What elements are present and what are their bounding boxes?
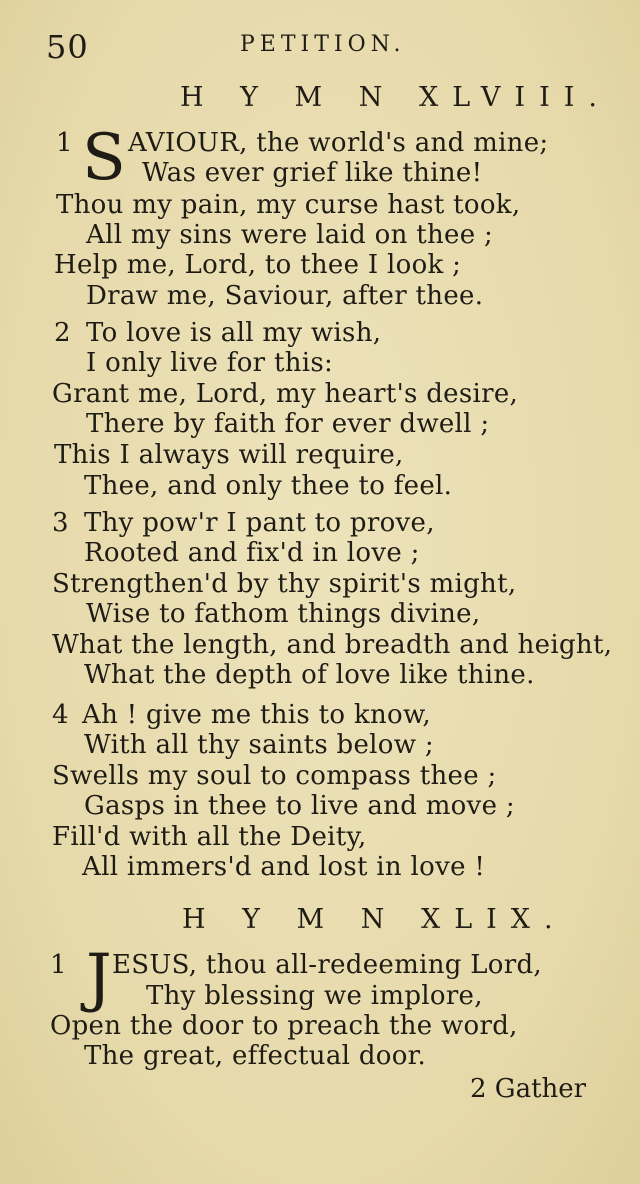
verse-line: ESUS, thou all-redeeming Lord, [112, 950, 543, 980]
verse-line: Grant me, Lord, my heart's desire, [52, 379, 519, 409]
verse-line: Thy pow'r I pant to prove, [84, 508, 435, 538]
verse-line: Wise to fathom things divine, [86, 599, 481, 629]
verse-line: To love is all my wish, [86, 318, 382, 348]
drop-cap: J [86, 941, 112, 1015]
verse-line: Ah ! give me this to know, [82, 700, 431, 730]
stanza-number: 1 [56, 128, 73, 158]
drop-cap: S [82, 121, 126, 195]
verse-line: I only live for this: [86, 348, 334, 378]
verse-line: The great, effectual door. [84, 1041, 427, 1071]
verse-line: There by faith for ever dwell ; [86, 409, 490, 439]
verse-line: This I always will require, [54, 440, 404, 470]
stanza-number: 1 [50, 950, 67, 980]
verse-line: AVIOUR, the world's and mine; [128, 128, 549, 158]
verse-line: Help me, Lord, to thee I look ; [54, 250, 462, 280]
verse-line: Thou my pain, my curse hast took, [56, 190, 521, 220]
verse-line: Draw me, Saviour, after thee. [86, 281, 484, 311]
verse-line: Fill'd with all the Deity, [52, 822, 367, 852]
verse-line: With all thy saints below ; [84, 730, 434, 760]
verse-line: Thy blessing we implore, [146, 981, 483, 1011]
verse-line: Was ever grief like thine! [142, 158, 483, 188]
verse-line: Swells my soul to compass thee ; [52, 761, 497, 791]
verse-line: What the depth of love like thine. [84, 660, 535, 690]
running-title: PETITION. [240, 32, 406, 57]
verse-line: Rooted and fix'd in love ; [84, 538, 420, 568]
verse-line: All my sins were laid on thee ; [86, 220, 494, 250]
page-number: 50 [46, 28, 89, 66]
verse-line: Strengthen'd by thy spirit's might, [52, 569, 517, 599]
stanza-number: 2 [54, 318, 71, 348]
stanza-number: 3 [52, 508, 69, 538]
verse-line: Open the door to preach the word, [50, 1011, 518, 1041]
hymn-title: H Y M N XLIX. [182, 904, 567, 935]
catchword: 2 Gather [470, 1074, 587, 1104]
verse-line: Thee, and only thee to feel. [84, 471, 453, 501]
verse-line: All immers'd and lost in love ! [82, 852, 486, 882]
verse-line: Gasps in thee to live and move ; [84, 791, 515, 821]
hymn-title: H Y M N XLVIII. [180, 82, 611, 113]
stanza-number: 4 [52, 700, 69, 730]
verse-line: What the length, and breadth and height, [52, 630, 613, 660]
